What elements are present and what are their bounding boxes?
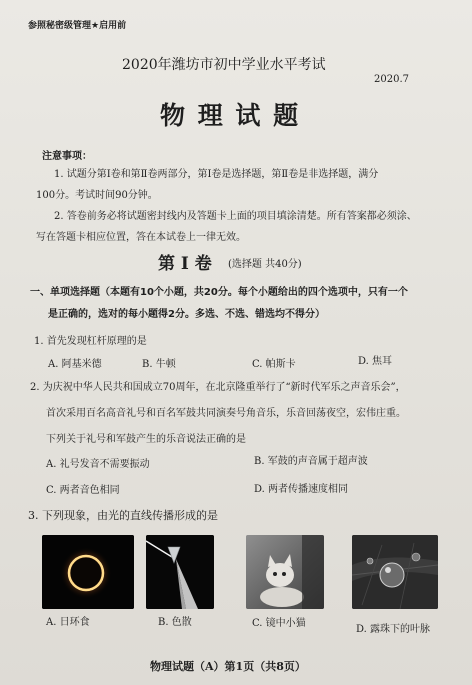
q3-option-b: B. 色散 [158,617,192,628]
q2-line1: 2. 为庆祝中华人民共和国成立70周年，在北京隆重举行了“新时代军乐之声音乐会”， [30,382,406,393]
secret-note: 参照秘密级管理★启用前 [28,21,127,31]
q1-option-a: A. 阿基米德 [48,359,102,370]
q3-stem: 3. 下列现象，由光的直线传播形成的是 [28,509,218,522]
eclipse-image [42,535,134,609]
volume-subtitle: (选择题 共40分) [228,259,302,270]
q2-line3: 下列关于礼号和军鼓产生的乐音说法正确的是 [46,434,246,445]
section1-line2: 是正确的，选对的每小题得2分。多选、不选、错选均不得分） [48,309,325,320]
kitten-mirror-image [246,535,324,609]
dewdrop-leaf-image [352,535,438,609]
q2-option-b: B. 军鼓的声音属于超声波 [254,456,368,467]
q1-option-d: D. 焦耳 [358,356,393,367]
q2-option-c: C. 两者音色相同 [46,485,120,496]
section1-line1: 一、单项选择题（本题有10个小题，共20分。每个小题给出的四个选项中，只有一个 [30,287,408,298]
notice-heading: 注意事项： [42,151,92,162]
notice-item2-line2: 写在答题卡相应位置，答在本试卷上一律无效。 [36,232,246,243]
subject-title: 物 理 试 题 [160,101,301,130]
q2-option-a: A. 礼号发音不需要振动 [46,459,150,470]
page-footer: 物理试题（A）第1页（共8页） [150,660,306,673]
q3-option-d: D. 露珠下的叶脉 [356,624,431,635]
volume-title: 第 Ⅰ 卷 [158,254,212,274]
exam-title: 2020年潍坊市初中学业水平考试 [122,57,326,73]
exam-date: 2020.7 [374,74,409,85]
q1-option-c: C. 帕斯卡 [252,359,296,370]
notice-item1-line1: 1. 试题分第Ⅰ卷和第Ⅱ卷两部分，第Ⅰ卷是选择题，第Ⅱ卷是非选择题，满分 [54,169,379,180]
q1-option-b: B. 牛顿 [142,359,176,370]
q1-stem: 1. 首先发现杠杆原理的是 [34,336,147,347]
q2-line2: 首次采用百名高音礼号和百名军鼓共同演奏号角音乐，乐音回荡夜空，宏伟庄重。 [46,408,406,419]
notice-item1-line2: 100分。考试时间90分钟。 [36,190,158,201]
q3-option-a: A. 日环食 [46,617,90,628]
prism-dispersion-image [146,535,214,609]
notice-item2-line1: 2. 答卷前务必将试题密封线内及答题卡上面的项目填涂清楚。所有答案都必须涂、 [54,211,417,222]
q3-option-c: C. 镜中小猫 [252,618,306,629]
q2-option-d: D. 两者传播速度相同 [254,484,349,495]
